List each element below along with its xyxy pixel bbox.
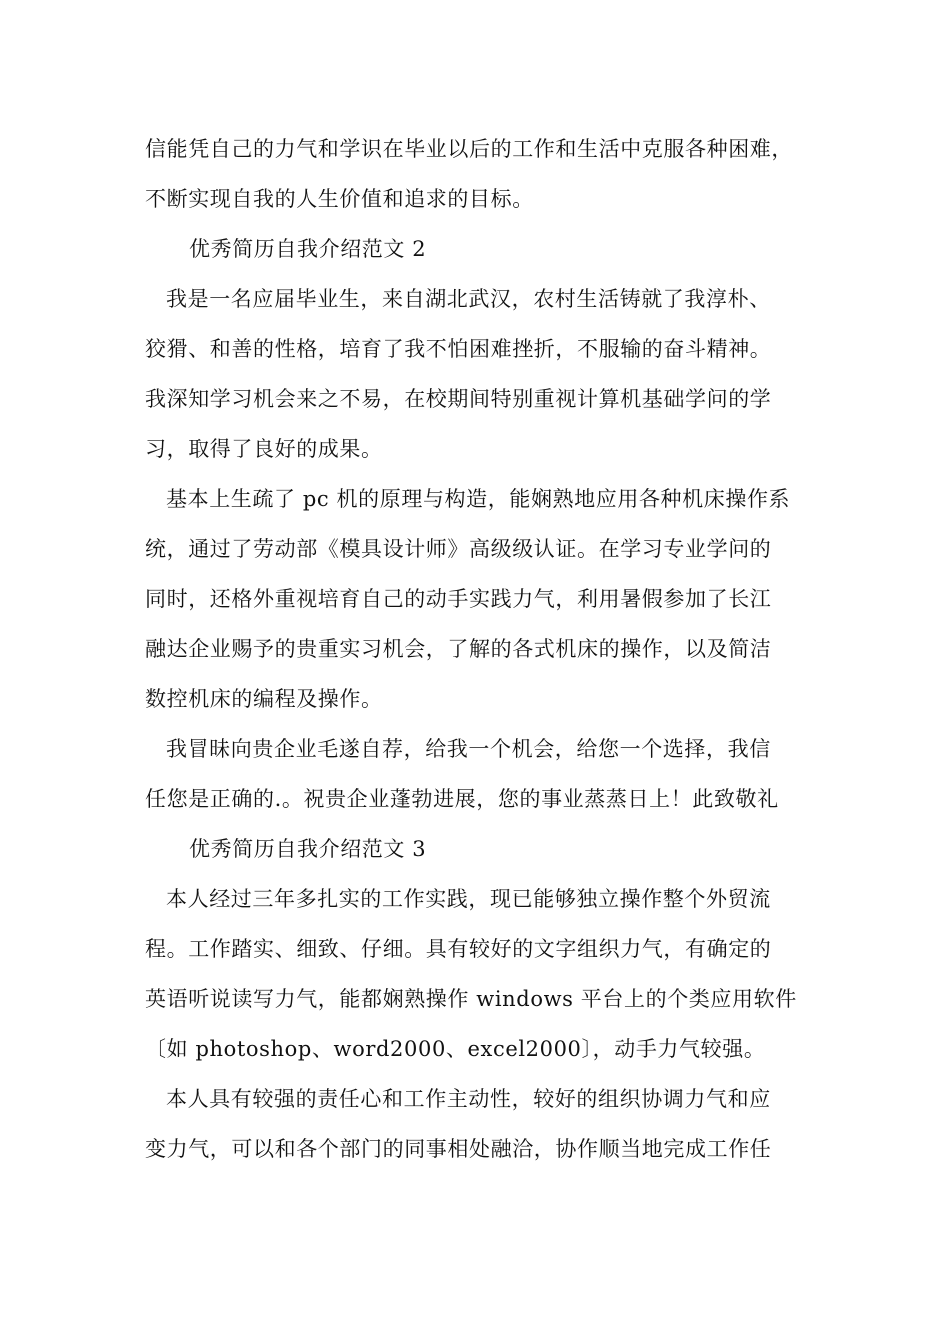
paragraph-line: 融达企业赐予的贵重实习机会，了解的各式机床的操作，以及简洁 bbox=[145, 637, 772, 661]
paragraph-line: 任您是正确的.。祝贵企业蓬勃进展，您的事业蒸蒸日上！此致敬礼 bbox=[145, 787, 779, 811]
paragraph-line: 英语听说读写力气，能都娴熟操作 windows 平台上的个类应用软件 bbox=[145, 987, 797, 1011]
paragraph-line: 同时，还格外重视培育自己的动手实践力气，利用暑假参加了长江 bbox=[145, 587, 772, 611]
paragraph-line: 变力气，可以和各个部门的同事相处融洽，协作顺当地完成工作任 bbox=[145, 1137, 772, 1161]
paragraph-line: 我是一名应届毕业生，来自湖北武汉，农村生活铸就了我淳朴、 bbox=[166, 287, 771, 311]
paragraph-line: 信能凭自己的力气和学识在毕业以后的工作和生活中克服各种困难， bbox=[145, 137, 793, 161]
section-heading-2: 优秀简历自我介绍范文 2 bbox=[189, 237, 427, 261]
paragraph-line: 不断实现自我的人生价值和追求的目标。 bbox=[145, 187, 534, 211]
paragraph-line: 习，取得了良好的成果。 bbox=[145, 437, 383, 461]
paragraph-line: 统，通过了劳动部《模具设计师》高级级认证。在学习专业学问的 bbox=[145, 537, 772, 561]
paragraph-line: 程。工作踏实、细致、仔细。具有较好的文字组织力气，有确定的 bbox=[145, 937, 772, 961]
paragraph-line: 我深知学习机会来之不易，在校期间特别重视计算机基础学问的学 bbox=[145, 387, 772, 411]
paragraph-line: 狡猾、和善的性格，培育了我不怕困难挫折，不服输的奋斗精神。 bbox=[145, 337, 772, 361]
section-heading-3: 优秀简历自我介绍范文 3 bbox=[189, 837, 427, 861]
paragraph-line: 本人具有较强的责任心和工作主动性，较好的组织协调力气和应 bbox=[166, 1087, 771, 1111]
paragraph-line: 数控机床的编程及操作。 bbox=[145, 687, 383, 711]
paragraph-line: 〔如 photoshop、word2000、excel2000〕，动手力气较强。 bbox=[145, 1037, 766, 1061]
document-body bbox=[145, 124, 825, 1174]
paragraph-line: 基本上生疏了 pc 机的原理与构造，能娴熟地应用各种机床操作系 bbox=[166, 487, 791, 511]
paragraph-line: 我冒昧向贵企业毛遂自荐，给我一个机会，给您一个选择，我信 bbox=[166, 737, 771, 761]
paragraph-line: 本人经过三年多扎实的工作实践，现已能够独立操作整个外贸流 bbox=[166, 887, 771, 911]
